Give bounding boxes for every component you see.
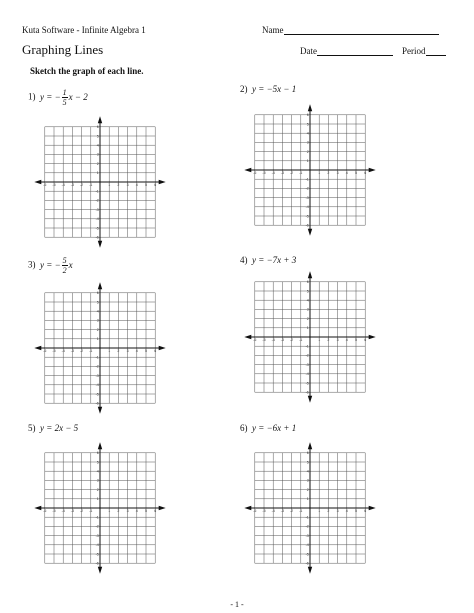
y-tick-label: -6 [95, 401, 99, 406]
y-tick-label: -2 [305, 524, 309, 529]
arrow-left-icon [244, 506, 251, 510]
y-tick-label: 2 [96, 487, 99, 492]
eq-lhs: y = [40, 91, 53, 102]
y-tick-label: -5 [95, 392, 99, 397]
eq-lhs: y = [252, 255, 265, 265]
x-tick-label: 5 [355, 337, 357, 342]
y-tick-label: 1 [306, 159, 309, 164]
y-tick-label: 5 [306, 122, 309, 127]
eq-rest: −6x + 1 [266, 423, 297, 433]
y-tick-label: -5 [305, 381, 309, 386]
y-tick-label: 3 [306, 140, 309, 145]
x-tick-label: -3 [280, 508, 285, 513]
x-tick-label: -2 [289, 170, 294, 175]
eq-lhs: y = [40, 259, 53, 270]
x-tick-label: -6 [43, 182, 47, 187]
y-tick-label: 4 [96, 143, 99, 148]
y-tick-label: -2 [305, 353, 309, 358]
y-tick-label: -3 [305, 195, 309, 200]
y-tick-label: 5 [96, 300, 99, 305]
x-tick-label: 3 [126, 508, 129, 513]
x-tick-label: 5 [355, 170, 357, 175]
y-tick-label: -4 [305, 543, 309, 548]
y-tick-label: 5 [306, 289, 309, 294]
x-tick-label: -5 [262, 170, 266, 175]
y-tick-label: -2 [95, 524, 99, 529]
problem-number: 2) [240, 84, 248, 94]
y-tick-label: 2 [96, 327, 99, 332]
x-tick-label: 2 [117, 182, 120, 187]
y-tick-label: -5 [305, 552, 309, 557]
x-tick-label: -6 [253, 170, 257, 175]
worksheet-title: Graphing Lines [22, 42, 104, 57]
y-tick-label: -6 [305, 561, 309, 566]
y-tick-label: 4 [96, 469, 99, 474]
y-tick-label: 2 [96, 161, 99, 166]
x-tick-label: 4 [135, 182, 138, 187]
x-tick-label: 6 [154, 182, 157, 187]
x-tick-label: -4 [61, 508, 65, 513]
eq-lhs: y = [252, 423, 265, 433]
x-tick-label: -2 [289, 508, 294, 513]
x-tick-label: -5 [262, 337, 266, 342]
y-tick-label: -2 [95, 198, 99, 203]
y-tick-label: 3 [96, 478, 99, 483]
y-tick-label: -3 [95, 533, 99, 538]
y-tick-label: 3 [96, 152, 99, 157]
x-tick-label: 6 [154, 508, 157, 513]
y-tick-label: 1 [96, 497, 99, 502]
y-tick-label: 1 [306, 326, 309, 331]
eq-sign: − [54, 259, 61, 270]
y-tick-label: 3 [306, 478, 309, 483]
x-tick-label: 2 [117, 348, 120, 353]
y-tick-label: -6 [95, 235, 99, 240]
x-tick-label: -4 [61, 348, 65, 353]
x-tick-label: 3 [336, 508, 339, 513]
arrow-right-icon [369, 506, 376, 510]
y-tick-label: -1 [95, 355, 99, 360]
x-tick-label: -3 [280, 170, 285, 175]
eq-rest: −5x − 1 [266, 84, 297, 94]
x-tick-label: -6 [43, 348, 47, 353]
x-tick-label: -4 [271, 337, 275, 342]
x-tick-label: -3 [70, 348, 75, 353]
y-tick-label: 2 [306, 149, 309, 154]
x-tick-label: -2 [79, 348, 84, 353]
y-tick-label: 6 [96, 291, 99, 296]
x-tick-label: 4 [345, 337, 348, 342]
y-tick-label: -4 [95, 543, 99, 548]
x-tick-label: -4 [61, 182, 65, 187]
y-tick-label: -1 [95, 189, 99, 194]
x-tick-label: -5 [262, 508, 266, 513]
y-tick-label: 6 [306, 113, 309, 118]
x-tick-label: 3 [126, 182, 129, 187]
problem-number: 3) [28, 259, 36, 270]
x-tick-label: -6 [43, 508, 47, 513]
frac-num: 1 [62, 88, 67, 97]
page-number: - 1 - [230, 600, 244, 609]
x-tick-label: 1 [318, 337, 321, 342]
eq-lhs: y = [40, 423, 53, 433]
date-label: Date [300, 46, 317, 56]
y-tick-label: -1 [305, 515, 309, 520]
x-tick-label: -5 [52, 348, 56, 353]
x-tick-label: -1 [89, 348, 93, 353]
x-tick-label: -1 [299, 508, 303, 513]
y-tick-label: -3 [95, 207, 99, 212]
y-tick-label: 2 [306, 487, 309, 492]
publisher-name: Kuta Software - Infinite Algebra 1 [22, 25, 146, 35]
problem-number: 1) [28, 91, 36, 102]
y-tick-label: -4 [95, 383, 99, 388]
x-tick-label: -5 [52, 182, 56, 187]
x-tick-label: -4 [271, 170, 275, 175]
y-tick-label: 4 [306, 469, 309, 474]
period-label: Period [402, 46, 426, 56]
y-tick-label: 5 [96, 134, 99, 139]
x-tick-label: -3 [280, 337, 285, 342]
x-tick-label: -1 [299, 337, 303, 342]
x-tick-label: 4 [345, 508, 348, 513]
eq-rest: x − 2 [68, 91, 88, 102]
y-tick-label: 4 [96, 309, 99, 314]
instructions: Sketch the graph of each line. [30, 66, 144, 76]
x-tick-label: 5 [145, 348, 147, 353]
y-tick-label: 1 [96, 171, 99, 176]
frac-den: 5 [62, 98, 67, 107]
frac-den: 2 [62, 266, 67, 275]
x-tick-label: 1 [108, 182, 111, 187]
x-tick-label: -3 [70, 508, 75, 513]
y-tick-label: -6 [305, 223, 309, 228]
x-tick-label: -5 [52, 508, 56, 513]
y-tick-label: -1 [305, 177, 309, 182]
y-tick-label: -5 [305, 214, 309, 219]
eq-rest: −7x + 3 [266, 255, 297, 265]
x-tick-label: -6 [253, 337, 257, 342]
x-tick-label: 2 [117, 508, 120, 513]
problem-number: 6) [240, 423, 248, 433]
y-tick-label: -4 [95, 217, 99, 222]
x-tick-label: 6 [364, 170, 367, 175]
y-tick-label: 1 [306, 497, 309, 502]
y-tick-label: -5 [95, 552, 99, 557]
y-tick-label: 4 [306, 298, 309, 303]
x-tick-label: 1 [318, 508, 321, 513]
x-tick-label: 4 [345, 170, 348, 175]
y-tick-label: 4 [306, 131, 309, 136]
x-tick-label: 5 [145, 508, 147, 513]
y-tick-label: -6 [95, 561, 99, 566]
x-tick-label: 2 [327, 337, 330, 342]
problem-number: 5) [28, 423, 36, 433]
x-tick-label: -2 [79, 182, 84, 187]
arrow-down-icon [308, 567, 312, 574]
y-tick-label: 3 [96, 318, 99, 323]
eq-rest: 2x − 5 [54, 423, 79, 433]
y-tick-label: -3 [305, 533, 309, 538]
x-tick-label: 1 [108, 348, 111, 353]
x-tick-label: 3 [126, 348, 129, 353]
eq-rest: x [68, 259, 73, 270]
y-tick-label: -2 [95, 364, 99, 369]
x-tick-label: 5 [145, 182, 147, 187]
y-tick-label: 2 [306, 316, 309, 321]
frac-num: 5 [62, 256, 67, 265]
x-tick-label: 6 [154, 348, 157, 353]
x-tick-label: -1 [299, 170, 303, 175]
x-tick-label: -1 [89, 508, 93, 513]
x-tick-label: 5 [355, 508, 357, 513]
x-tick-label: 6 [364, 337, 367, 342]
x-tick-label: 1 [318, 170, 321, 175]
y-tick-label: -1 [95, 515, 99, 520]
name-label: Name [262, 25, 284, 35]
y-tick-label: -2 [305, 186, 309, 191]
y-tick-label: -5 [95, 226, 99, 231]
x-tick-label: 6 [364, 508, 367, 513]
y-tick-label: 6 [96, 451, 99, 456]
y-tick-label: -3 [95, 373, 99, 378]
y-tick-label: 6 [306, 451, 309, 456]
arrow-up-icon [308, 442, 312, 449]
eq-lhs: y = [252, 84, 265, 94]
y-tick-label: 3 [306, 307, 309, 312]
x-tick-label: 2 [327, 508, 330, 513]
x-tick-label: -3 [70, 182, 75, 187]
y-tick-label: 6 [306, 280, 309, 285]
x-tick-label: 3 [336, 170, 339, 175]
y-tick-label: 6 [96, 125, 99, 130]
x-tick-label: 4 [135, 348, 138, 353]
x-tick-label: 2 [327, 170, 330, 175]
x-tick-label: 1 [108, 508, 111, 513]
x-tick-label: -6 [253, 508, 257, 513]
x-tick-label: -4 [271, 508, 275, 513]
y-tick-label: 5 [306, 460, 309, 465]
y-tick-label: -6 [305, 390, 309, 395]
y-tick-label: 1 [96, 337, 99, 342]
eq-sign: − [54, 91, 61, 102]
x-tick-label: -2 [79, 508, 84, 513]
y-tick-label: -4 [305, 372, 309, 377]
problem-number: 4) [240, 255, 248, 265]
y-tick-label: -4 [305, 205, 309, 210]
y-tick-label: -3 [305, 362, 309, 367]
x-tick-label: 3 [336, 337, 339, 342]
x-tick-label: 4 [135, 508, 138, 513]
x-tick-label: -2 [289, 337, 294, 342]
y-tick-label: -1 [305, 344, 309, 349]
y-tick-label: 5 [96, 460, 99, 465]
x-tick-label: -1 [89, 182, 93, 187]
